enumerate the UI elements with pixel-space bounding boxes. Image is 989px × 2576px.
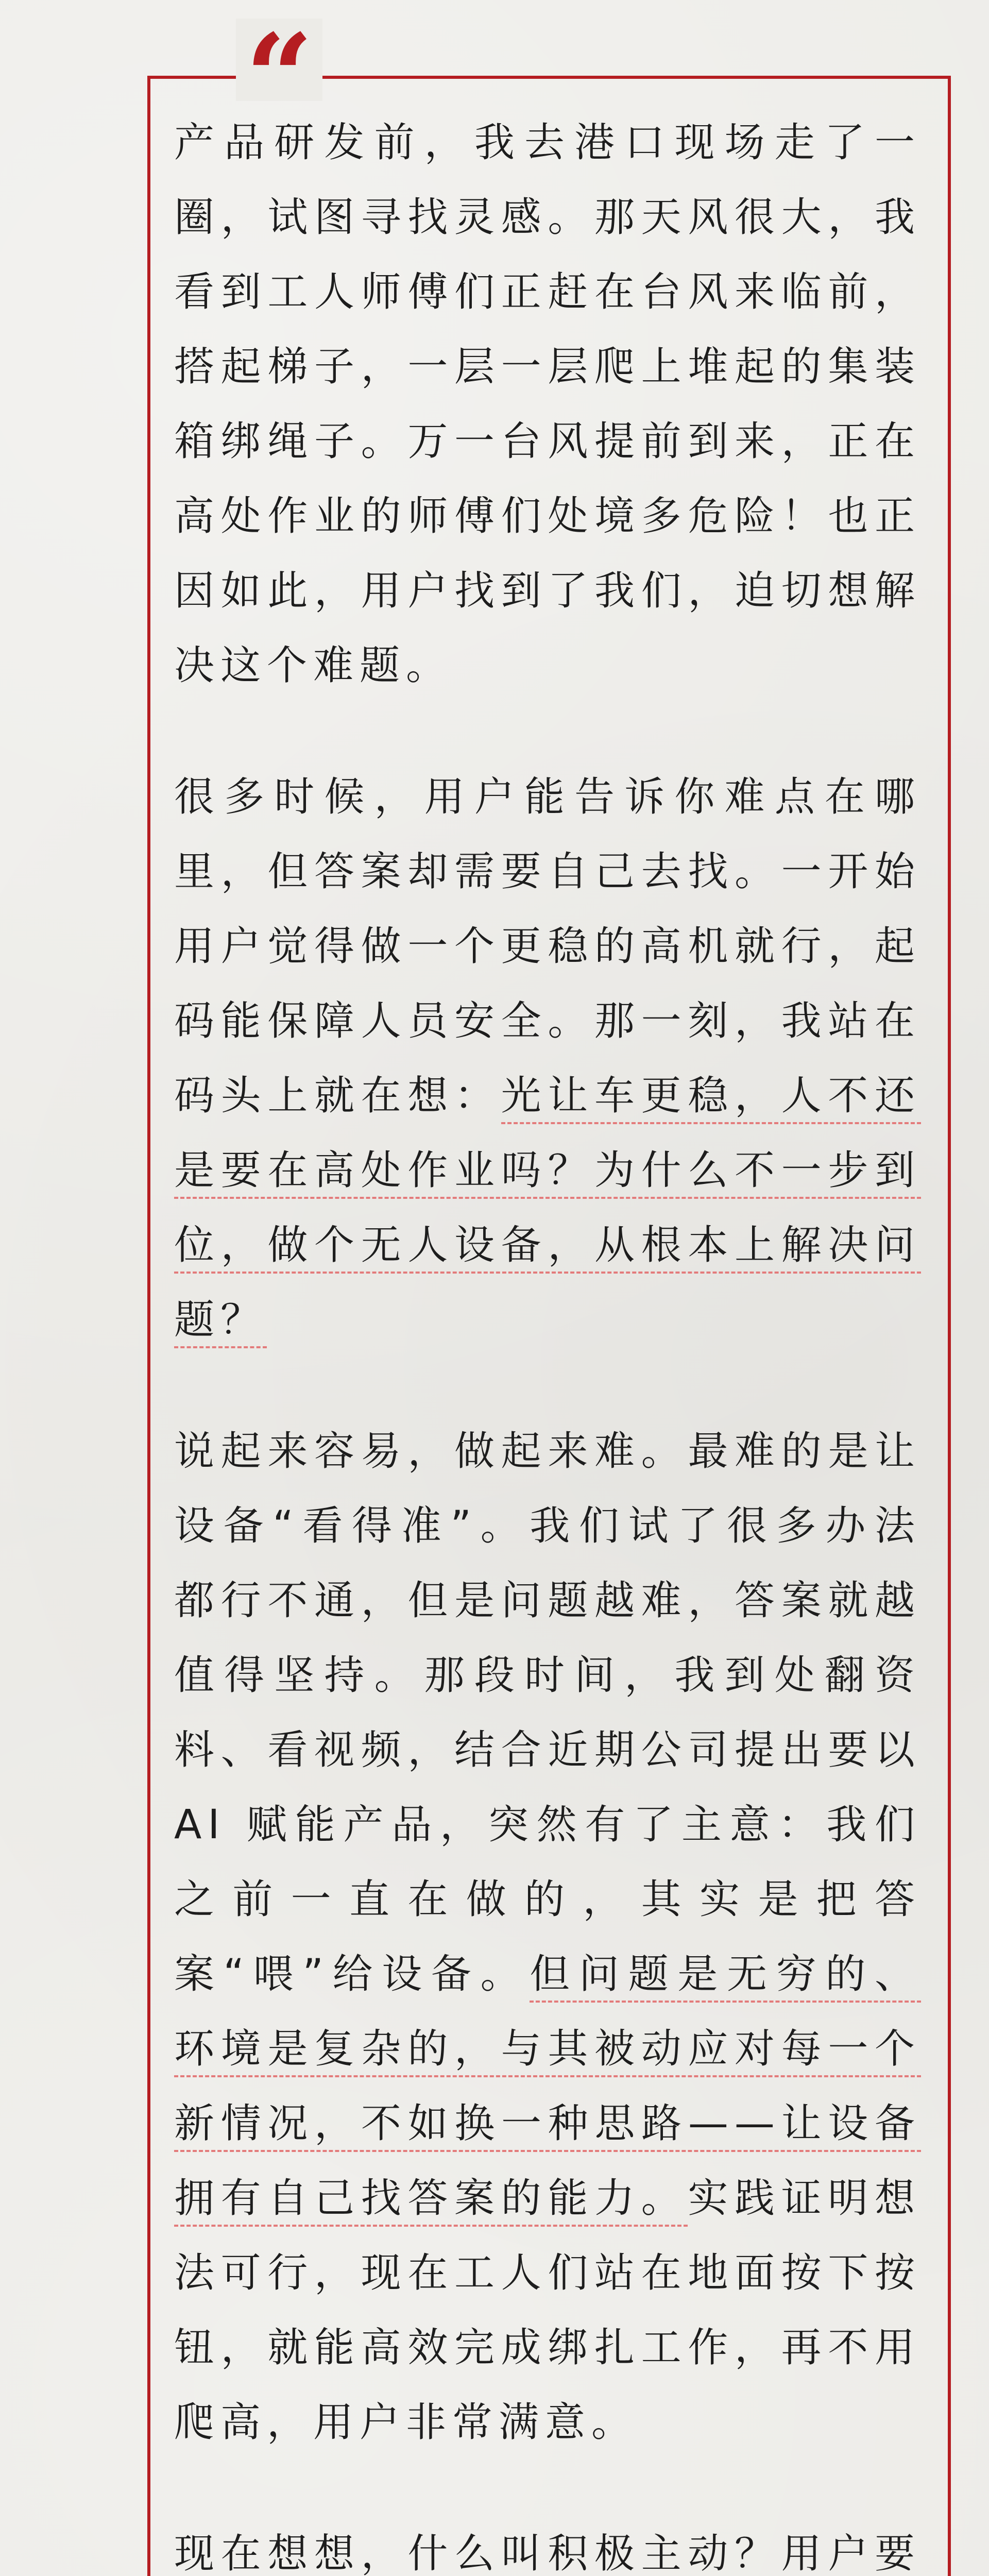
paragraph-3-text-after: 实践证明想法可行，现在工人们站在地面按下按钮，就能高效完成绑扎工作，再不用爬高，用户非常满意。	[174, 2175, 921, 2446]
paragraph-2-highlight: 光让车更稳，人不还是要在高处作业吗？为什么不一步到位，做个无人设备，从根本上解决问题？	[174, 1073, 921, 1348]
article-body	[174, 106, 921, 2576]
paragraph-3-text: 说起来容易，做起来难。最难的是让设备“看得准”。我们试了很多办法都行不通，但是问题越难，答案就越值得坚持。那段时间，我到处翻资料、看视频，结合近期公司提出要以 AI 赋能产品，突然有了主意：我们之前一直在做的，其实是把答案“喂”给设备。	[174, 1428, 921, 1997]
paragraph-1	[174, 106, 921, 703]
paragraph-2-text: 很多时候，用户能告诉你难点在哪里，但答案却需要自己去找。一开始用户觉得做一个更稳的高机就行，起码能保障人员安全。那一刻，我站在码头上就在想：	[174, 774, 921, 1119]
paragraph-3-highlight: 但问题是无穷的、环境是复杂的，与其被动应对每一个新情况，不如换一种思路——让设备拥有自己找答案的能力。	[174, 1951, 921, 2227]
paragraph-4-text: 现在想想，什么叫积极主动？用户要	[174, 2531, 921, 2576]
paragraph-2	[174, 760, 921, 1358]
paragraph-4	[174, 2517, 921, 2576]
paragraph-1-text: 产品研发前，我去港口现场走了一圈，试图寻找灵感。那天风很大，我看到工人师傅们正赶在台风来临前，搭起梯子，一层一层爬上堆起的集装箱绑绳子。万一台风提前到来，正在高处作业的师傅们处境多危险！也正因如此，用户找到了我们，迫切想解决这个难题。	[174, 120, 921, 689]
open-quote-mark: “	[236, 19, 322, 101]
paragraph-3	[174, 1414, 921, 2460]
